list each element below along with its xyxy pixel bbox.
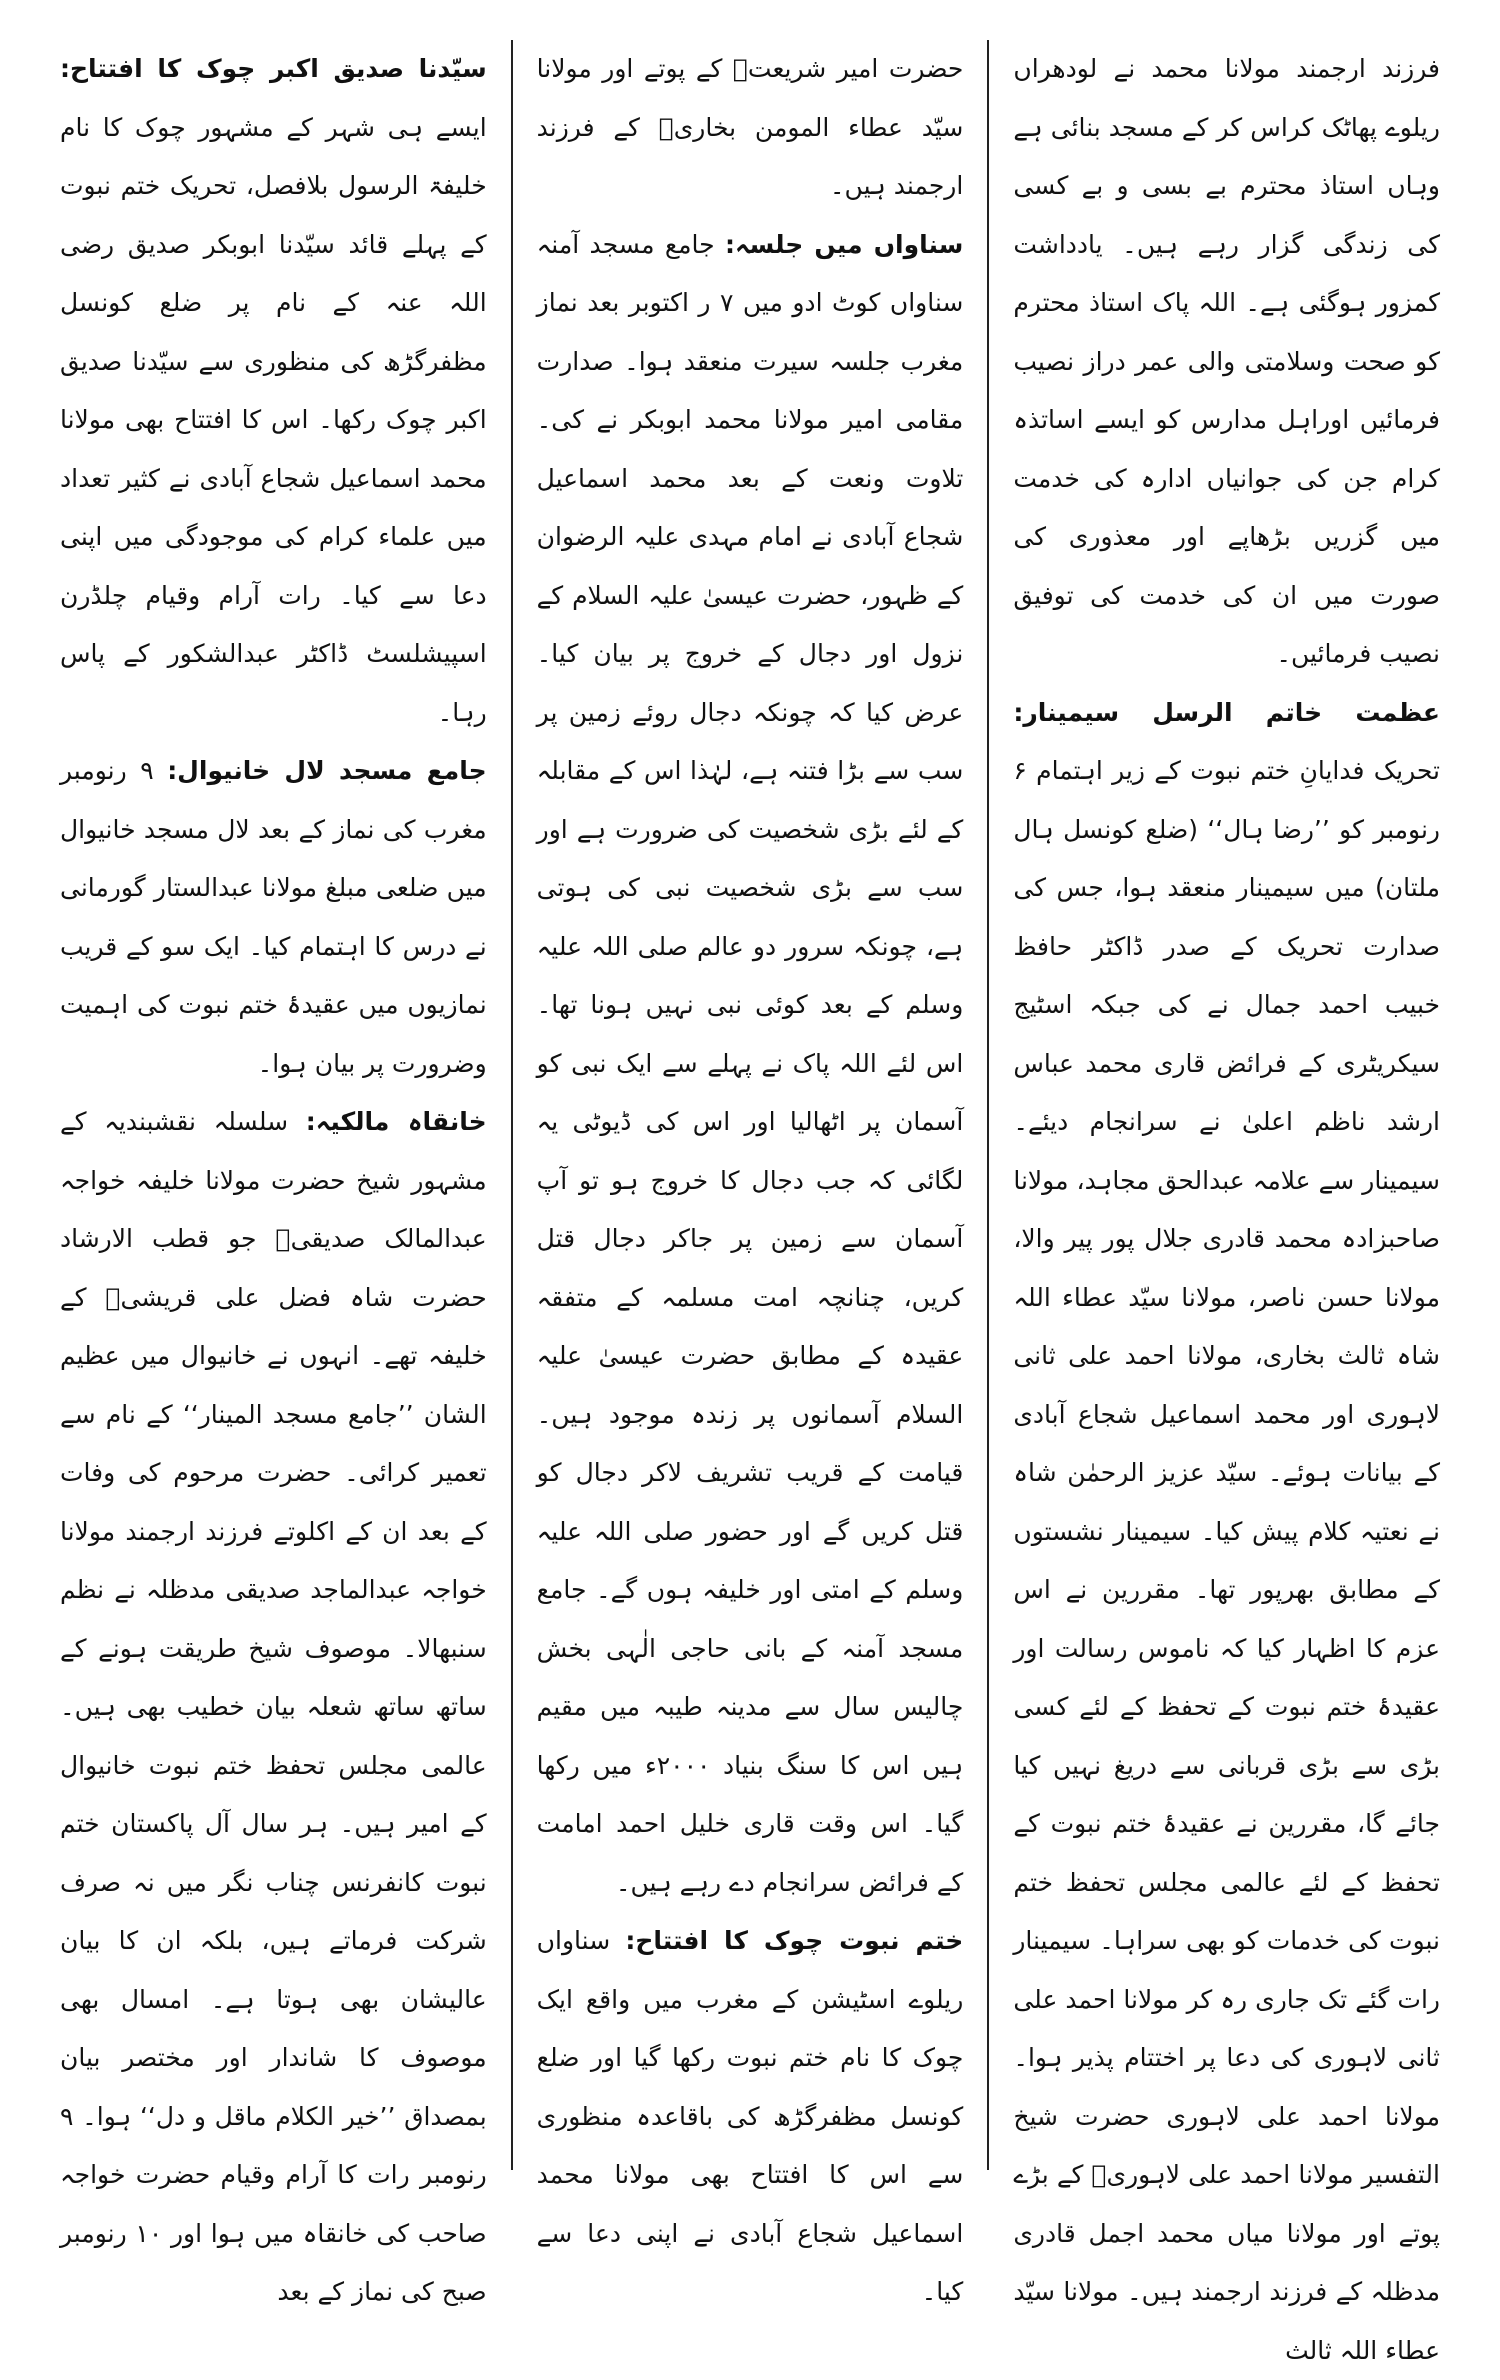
paragraph-text: سناواں ریلوے اسٹیشن کے مغرب میں واقع ایک چوک کا نام ختم نبوت رکھا گیا اور ضلع کونسل مظفرگڑھ کی باقاعدہ منظوری سے اس کا افتتاح بھی مولانا محمد اسماعیل شجاع آبادی نے اپنی دعا سے کیا۔ bbox=[537, 1926, 964, 2306]
section-heading: سناواں میں جلسہ: bbox=[725, 230, 963, 259]
paragraph-ameer-shariat-grandson bbox=[537, 40, 964, 216]
paragraph-text: سلسلہ نقشبندیہ کے مشہور شیخ حضرت مولانا خلیفہ خواجہ عبدالمالک صدیقیؒ جو قطب الارشاد حضرت شاہ فضل علی قریشیؒ کے خلیفہ تھے۔ انہوں نے خانیوال میں عظیم الشان ’’جامع مسجد المینار‘‘ کے نام سے تعمیر کرائی۔ حضرت مرحوم کی وفات کے بعد ان کے اکلوتے فرزند ارجمند مولانا خواجہ عبدالماجد صدیقی مدظلہ نے نظم سنبھالا۔ موصوف شیخ طریقت ہونے کے ساتھ ساتھ شعلہ بیان خطیب بھی ہیں۔ عالمی مجلس تحفظ ختم نبوت خانیوال کے امیر ہیں۔ ہر سال آل پاکستان ختم نبوت کانفرنس چناب نگر میں نہ صرف شرکت فرماتے ہیں، بلکہ ان کا بیان عالیشان بھی ہوتا ہے۔ امسال بھی موصوف کا شاندار اور مختصر بیان بمصداق ’’خیر الکلام ماقل و دل‘‘ ہوا۔ ۹ رنومبر رات کا آرام وقیام حضرت خواجہ صاحب کی خانقاہ میں ہوا اور ۱۰ رنومبر صبح کی نماز کے بعد bbox=[60, 1107, 487, 2306]
paragraph-text: حضرت امیر شریعتؒ کے پوتے اور مولانا سیّد عطاء المومن بخاریؒ کے فرزند ارجمند ہیں۔ bbox=[537, 54, 964, 200]
paragraph-ustad-lodhran bbox=[1013, 40, 1440, 684]
paragraph-siddiq-akbar-chowk bbox=[60, 40, 487, 742]
section-heading: خانقاہ مالکیہ: bbox=[306, 1107, 487, 1136]
paragraph-lal-masjid-khanewal bbox=[60, 742, 487, 1093]
column-middle bbox=[513, 40, 990, 2170]
section-heading: جامع مسجد لال خانیوال: bbox=[167, 756, 486, 785]
column-right bbox=[989, 40, 1464, 2170]
paragraph-text: ۹ رنومبر مغرب کی نماز کے بعد لال مسجد خانیوال میں ضلعی مبلغ مولانا عبدالستار گورمانی نے درس کا اہتمام کیا۔ ایک سو کے قریب نمازیوں میں عقیدۂ ختم نبوت کی اہمیت وضرورت پر بیان ہوا۔ bbox=[60, 756, 487, 1078]
section-heading: ختم نبوت چوک کا افتتاح: bbox=[625, 1926, 963, 1955]
column-left bbox=[36, 40, 513, 2170]
paragraph-text: تحریک فدایانِ ختم نبوت کے زیر اہتمام ۶ رنومبر کو ’’رضا ہال‘‘ (ضلع کونسل ہال ملتان) میں سیمینار منعقد ہوا، جس کی صدارت تحریک کے صدر ڈاکٹر حافظ خبیب احمد جمال نے کی جبکہ اسٹیج سیکریٹری کے فرائض قاری محمد عباس ارشد ناظم اعلیٰ نے سرانجام دیئے۔ سیمینار سے علامہ عبدالحق مجاہد، مولانا صاحبزادہ محمد قادری جلال پور پیر والا، مولانا حسن ناصر، مولانا سیّد عطاء اللہ شاہ ثالث بخاری، مولانا احمد علی ثانی لاہوری اور محمد اسماعیل شجاع آبادی کے بیانات ہوئے۔ سیّد عزیز الرحمٰن شاہ نے نعتیہ کلام پیش کیا۔ سیمینار نشستوں کے مطابق بھرپور تھا۔ مقررین نے اس عزم کا اظہار کیا کہ ناموس رسالت اور عقیدۂ ختم نبوت کے تحفظ کے لئے کسی بڑی سے بڑی قربانی سے دریغ نہیں کیا جائے گا، مقررین نے عقیدۂ ختم نبوت کے تحفظ کے لئے عالمی مجلس تحفظ ختم نبوت کی خدمات کو بھی سراہا۔ سیمینار رات گئے تک جاری رہ کر مولانا احمد علی ثانی لاہوری کی دعا پر اختتام پذیر ہوا۔ مولانا احمد علی لاہوری حضرت شیخ التفسیر مولانا احمد علی لاہوریؒ کے بڑے پوتے اور مولانا میاں محمد اجمل قادری مدظلہ کے فرزند ارجمند ہیں۔ مولانا سیّد عطاء اللہ ثالث bbox=[1013, 756, 1440, 2365]
paragraph-sanawan-jalsa bbox=[537, 216, 964, 1913]
paragraph-text: فرزند ارجمند مولانا محمد نے لودھراں ریلوے پھاٹک کراس کر کے مسجد بنائی ہے وہاں استاذ محترم بے بسی و بے کسی کی زندگی گزار رہے ہیں۔ یادداشت کمزور ہوگئی ہے۔ اللہ پاک استاذ محترم کو صحت وسلامتی والی عمر دراز نصیب فرمائیں اوراہل مدارس کو ایسے اساتذہ کرام جن کی جوانیاں ادارہ کی خدمت میں گزریں بڑھاپے اور معذوری کی صورت میں ان کی خدمت کی توفیق نصیب فرمائیں۔ bbox=[1013, 54, 1440, 668]
paragraph-azmat-khatam-seminar bbox=[1013, 684, 1440, 2380]
section-heading: سیّدنا صدیق اکبر چوک کا افتتاح: bbox=[60, 54, 487, 83]
paragraph-khanqah-malikia bbox=[60, 1093, 487, 2322]
section-heading: عظمت خاتم الرسل سیمینار: bbox=[1013, 698, 1440, 727]
paragraph-text: ایسے ہی شہر کے مشہور چوک کا نام خلیفۃ الرسول بلافصل، تحریک ختم نبوت کے پہلے قائد سیّدنا ابوبکر صدیق رضی اللہ عنہ کے نام پر ضلع کونسل مظفرگڑھ کی منظوری سے سیّدنا صدیق اکبر چوک رکھا۔ اس کا افتتاح بھی مولانا محمد اسماعیل شجاع آبادی نے کثیر تعداد میں علماء کرام کی موجودگی میں اپنی دعا سے کیا۔ رات آرام وقیام چلڈرن اسپیشلسٹ ڈاکٹر عبدالشکور کے پاس رہا۔ bbox=[60, 113, 487, 727]
paragraph-text: جامع مسجد آمنہ سناواں کوٹ ادو میں ۷ ر اکتوبر بعد نماز مغرب جلسہ سیرت منعقد ہوا۔ صدارت مقامی امیر مولانا محمد ابوبکر نے کی۔ تلاوت ونعت کے بعد محمد اسماعیل شجاع آبادی نے امام مہدی علیہ الرضوان کے ظہور، حضرت عیسیٰ علیہ السلام کے نزول اور دجال کے خروج پر بیان کیا۔ عرض کیا کہ چونکہ دجال روئے زمین پر سب سے بڑا فتنہ ہے، لہٰذا اس کے مقابلہ کے لئے بڑی شخصیت کی ضرورت ہے اور سب سے بڑی شخصیت نبی کی ہوتی ہے، چونکہ سرور دو عالم صلی اللہ علیہ وسلم کے بعد کوئی نبی نہیں ہونا تھا۔ اس لئے اللہ پاک نے پہلے سے ایک نبی کو آسمان پر اٹھالیا اور اس کی ڈیوٹی یہ لگائی کہ جب دجال کا خروج ہو تو آپ آسمان سے زمین پر جاکر دجال قتل کریں، چنانچہ امت مسلمہ کے متفقہ عقیدہ کے مطابق حضرت عیسیٰ علیہ السلام آسمانوں پر زندہ موجود ہیں۔ قیامت کے قریب تشریف لاکر دجال کو قتل کریں گے اور حضور صلی اللہ علیہ وسلم کے امتی اور خلیفہ ہوں گے۔ جامع مسجد آمنہ کے بانی حاجی الٰہی بخش چالیس سال سے مدینہ طیبہ میں مقیم ہیں اس کا سنگ بنیاد ۲۰۰۰ء میں رکھا گیا۔ اس وقت قاری خلیل احمد امامت کے فرائض سرانجام دے رہے ہیں۔ bbox=[537, 230, 964, 1897]
paragraph-khatam-nabuwat-chowk bbox=[537, 1912, 964, 2322]
